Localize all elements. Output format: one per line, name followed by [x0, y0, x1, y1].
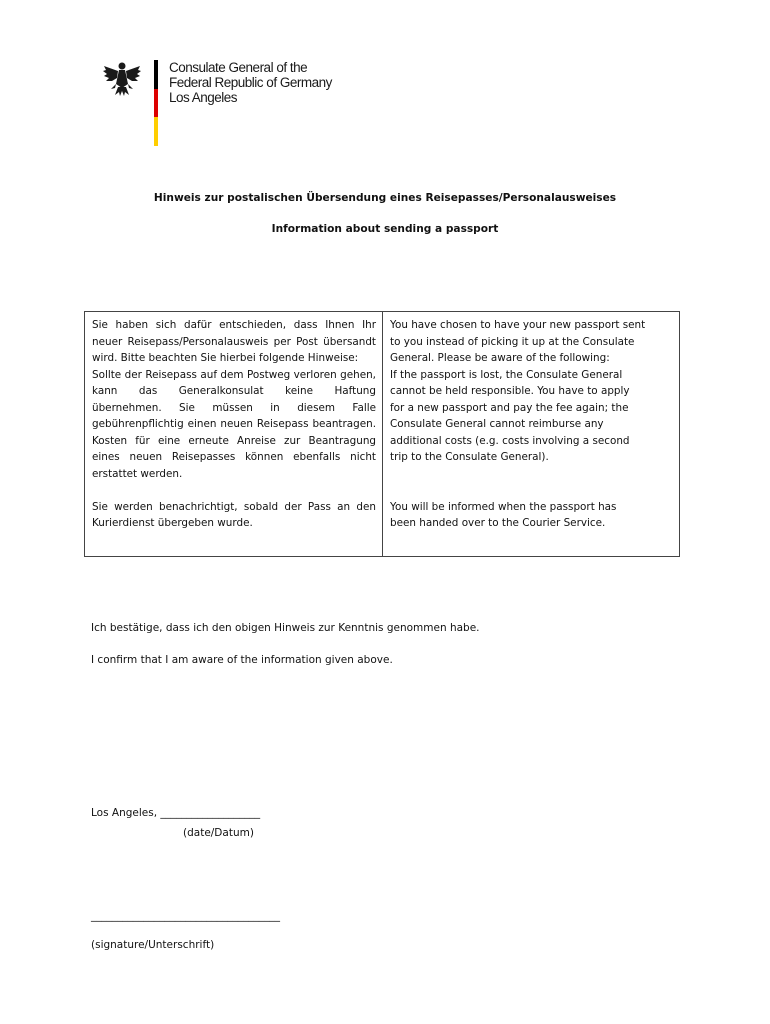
english-text-line: cannot be held responsible. You have to apply: [390, 385, 630, 397]
english-text-line: additional costs (e.g. costs involving a second: [390, 434, 630, 447]
document-title-german: Hinweis zur postalischen Übersendung eines Reisepasses/Personalausweises: [153, 192, 617, 204]
german-intro-text: Sie haben sich dafür entschieden, dass Ihnen Ihr neuer Reisepass/Personalausweis per Post übersandt wird. Bitte beachten Sie hierbei folgende Hinweise:: [92, 319, 376, 364]
english-text-line: Consulate General cannot reimburse any: [390, 418, 604, 430]
german-information-cell: [85, 312, 383, 556]
federal-eagle-icon: [102, 58, 142, 98]
english-text-line: You will be informed when the passport has: [390, 500, 617, 513]
information-table: [84, 311, 680, 557]
consulate-name-line: Federal Republic of Germany: [169, 75, 332, 90]
english-text-line: General. Please be aware of the following:: [390, 352, 610, 364]
acknowledgement-german: Ich bestätige, dass ich den obigen Hinweis zur Kenntnis genommen habe.: [91, 622, 480, 634]
english-text-line: If the passport is lost, the Consulate General: [390, 368, 623, 381]
consulate-name-line: Consulate General of the: [169, 60, 308, 75]
date-label: (date/Datum): [183, 827, 254, 839]
letterhead: [100, 56, 400, 148]
english-text-line: to you instead of picking it up at the Consulate: [390, 335, 635, 348]
signature-field[interactable]: ____________________________________: [91, 910, 280, 922]
flag-stripe-gold: [154, 117, 158, 146]
german-notification-text: Sie werden benachrichtigt, sobald der Pass an den Kurierdienst übergeben wurde.: [92, 500, 376, 529]
english-text-line: trip to the Consulate General).: [390, 451, 549, 463]
german-liability-text: Sollte der Reisepass auf dem Postweg verloren gehen, kann das Generalkonsulat keine Haftung übernehmen. Sie müssen in diesem Falle gebührenpflichtig einen neuen Reisepass beantragen. Kosten für eine erneute Anreise zur Beantragung eines neuen Reisepasses können ebenfalls nicht erstattet werden.: [92, 368, 376, 480]
document-title-english: Information about sending a passport: [271, 223, 499, 235]
acknowledgement-english: I confirm that I am aware of the information given above.: [91, 654, 393, 666]
consulate-name-line: Los Angeles: [169, 90, 238, 105]
flag-stripe-black: [154, 60, 158, 89]
flag-stripe-red: [154, 89, 158, 118]
english-information-cell: [383, 312, 679, 556]
consulate-name: [169, 60, 332, 105]
english-text-line: been handed over to the Courier Service.: [390, 517, 606, 529]
german-flag-bar: [154, 60, 158, 146]
english-text-line: for a new passport and pay the fee again; the: [390, 401, 629, 414]
english-text-line: You have chosen to have your new passport sent: [390, 319, 646, 331]
place-date-field[interactable]: Los Angeles, ___________________: [91, 807, 261, 819]
signature-label: (signature/Unterschrift): [91, 939, 215, 951]
